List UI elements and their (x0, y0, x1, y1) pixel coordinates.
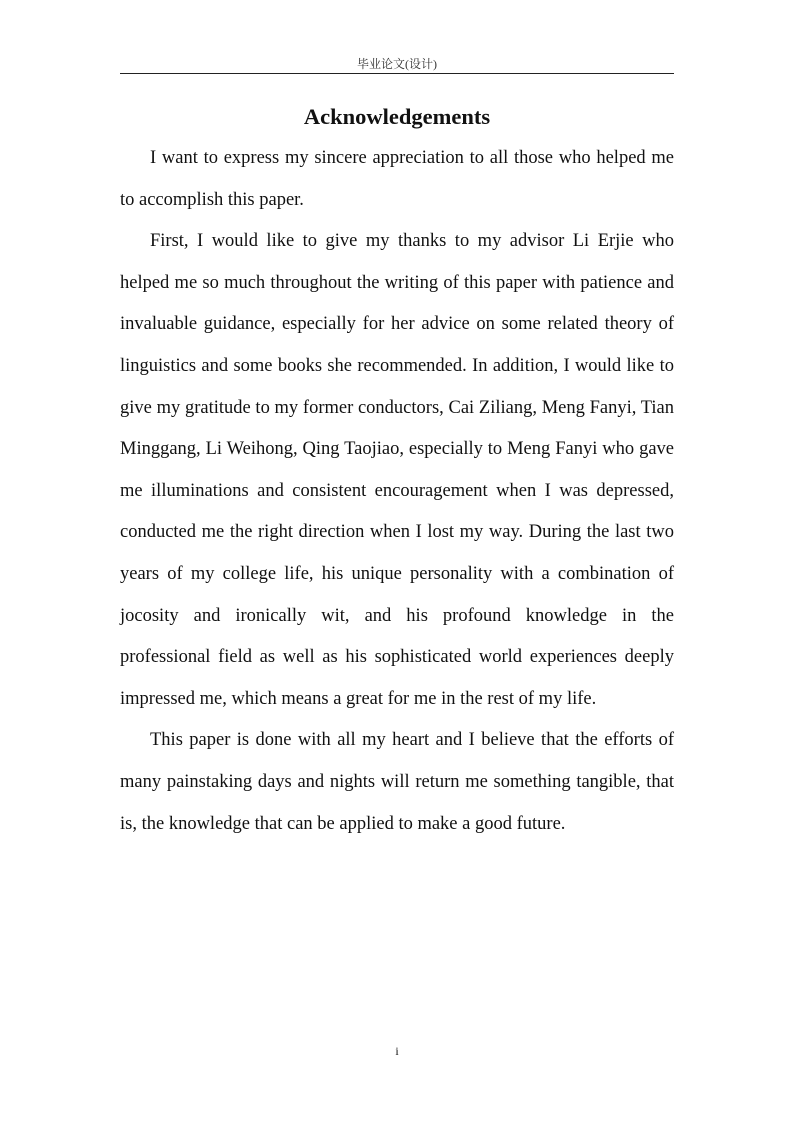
page-title: Acknowledgements (303, 104, 491, 129)
paragraph-closing: This paper is done with all my heart and I believe that the efforts of many painstaking days and nights will return me something tangible, that is, the knowledge that can be applied to make a good future. (120, 730, 674, 834)
page-number: i (395, 1044, 399, 1058)
header-divider (120, 73, 674, 74)
acknowledgements-body (120, 138, 674, 845)
paragraph-intro: I want to express my sincere appreciation to all those who helped me to accomplish this paper. (120, 148, 674, 210)
paragraph-thanks: First, I would like to give my thanks to my advisor Li Erjie who helped me so much throughout the writing of this paper with patience and invaluable guidance, especially for her advice on some related theory of linguistics and some books she recommended. In addition, I would like to give my gratitude to my former conductors, Cai Ziliang, Meng Fanyi, Tian Minggang, Li Weihong, Qing Taojiao, especially to Meng Fanyi who gave me illuminations and consistent encouragement when I was depressed, conducted me the right direction when I lost my way. During the last two years of my college life, his unique personality with a combination of jocosity and ironically wit, and his profound knowledge in the professional field as well as his sophisticated world experiences deeply impressed me, which means a great for me in the rest of my life. (120, 231, 674, 709)
running-header: 毕业论文(设计) (357, 57, 437, 71)
